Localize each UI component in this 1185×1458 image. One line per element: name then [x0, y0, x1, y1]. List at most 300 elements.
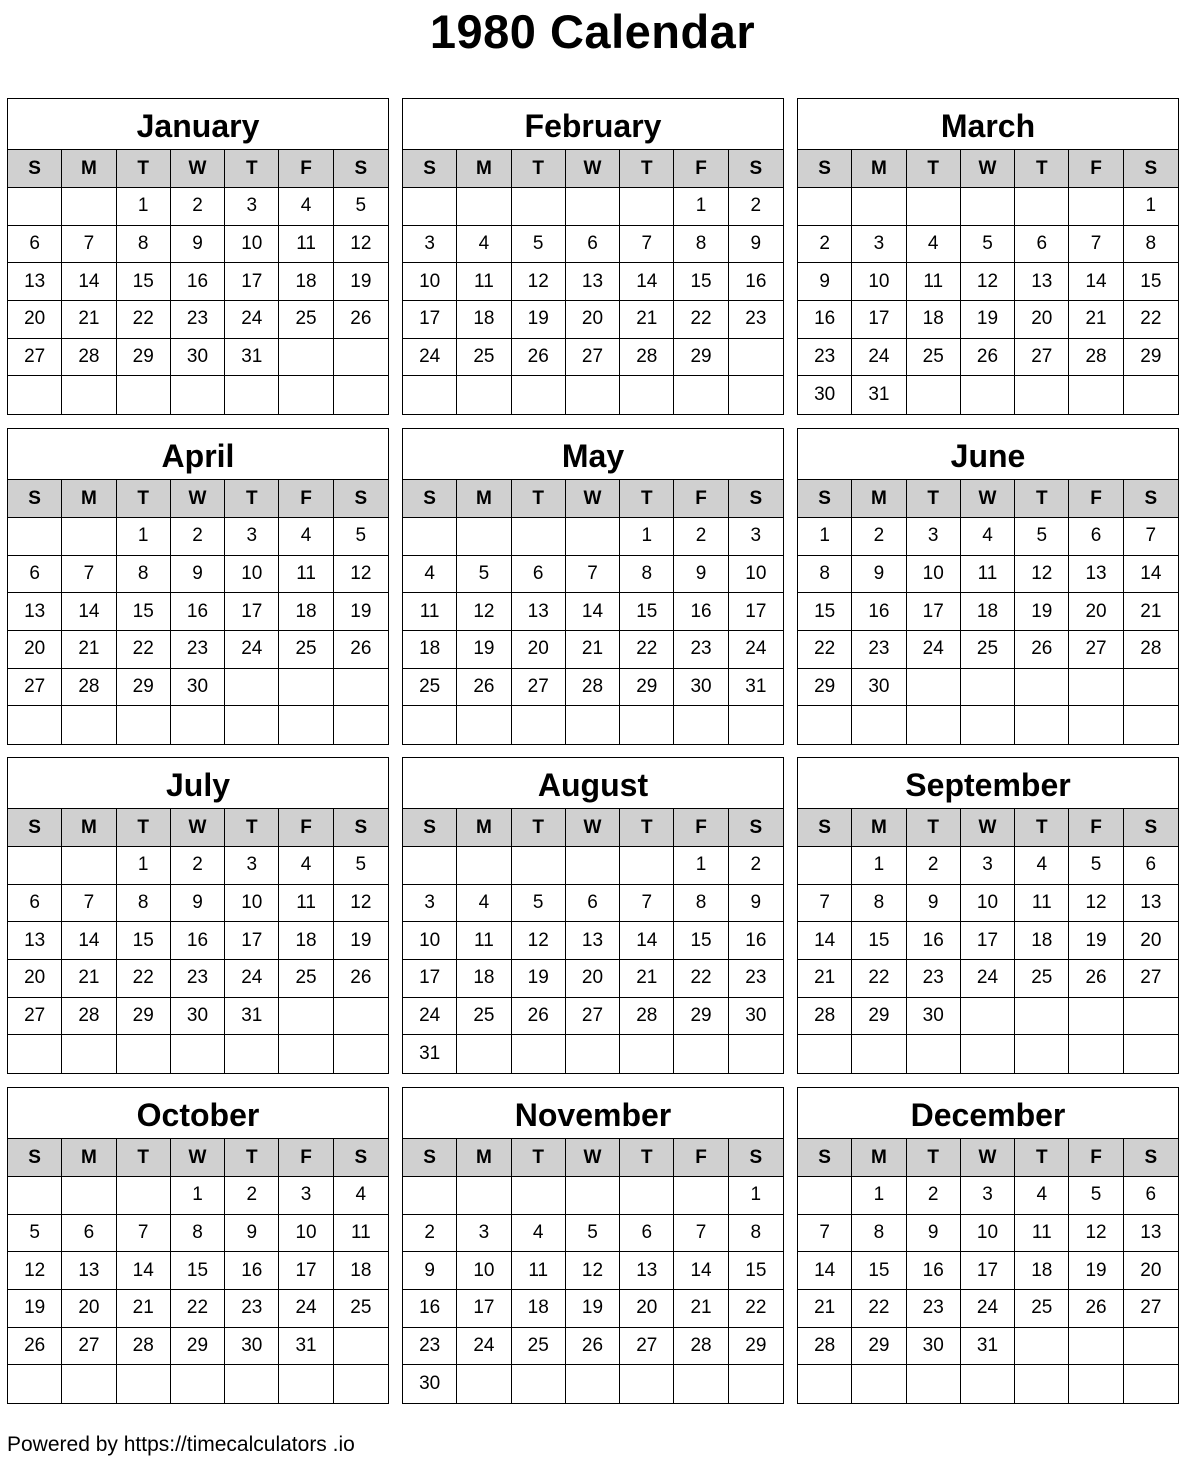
day-cell: 6 — [1015, 226, 1069, 264]
empty-cell — [907, 188, 961, 226]
day-cell: 24 — [225, 960, 279, 998]
day-cell: 18 — [403, 631, 457, 669]
weekday-header: T — [225, 480, 279, 518]
month-grid — [403, 809, 783, 1073]
day-cell: 31 — [852, 376, 906, 414]
empty-cell — [512, 376, 566, 414]
day-cell: 22 — [852, 960, 906, 998]
weekday-header: T — [512, 150, 566, 188]
empty-cell — [403, 1177, 457, 1215]
weekday-header: S — [8, 809, 62, 847]
day-cell: 12 — [1069, 1215, 1123, 1253]
empty-cell — [1069, 669, 1123, 707]
day-cell: 13 — [1069, 556, 1123, 594]
day-cell: 28 — [62, 998, 116, 1036]
day-cell: 15 — [117, 922, 171, 960]
day-cell: 14 — [674, 1252, 728, 1290]
day-cell: 25 — [961, 631, 1015, 669]
day-cell: 19 — [457, 631, 511, 669]
day-cell: 22 — [674, 301, 728, 339]
day-cell: 22 — [852, 1290, 906, 1328]
day-cell: 9 — [403, 1252, 457, 1290]
day-cell: 25 — [1015, 1290, 1069, 1328]
empty-cell — [279, 339, 333, 377]
day-cell: 7 — [1069, 226, 1123, 264]
weekday-header: S — [403, 480, 457, 518]
empty-cell — [334, 1035, 388, 1073]
weekday-header: T — [117, 809, 171, 847]
day-cell: 17 — [403, 301, 457, 339]
day-cell: 20 — [1124, 922, 1178, 960]
empty-cell — [907, 706, 961, 744]
empty-cell — [620, 847, 674, 885]
day-cell: 12 — [8, 1252, 62, 1290]
day-cell: 24 — [225, 301, 279, 339]
empty-cell — [852, 188, 906, 226]
weekday-header: W — [171, 150, 225, 188]
day-cell: 4 — [334, 1177, 388, 1215]
empty-cell — [674, 706, 728, 744]
empty-cell — [620, 1365, 674, 1403]
empty-cell — [674, 1177, 728, 1215]
empty-cell — [457, 518, 511, 556]
day-cell: 14 — [62, 593, 116, 631]
empty-cell — [566, 706, 620, 744]
weekday-header: W — [566, 150, 620, 188]
weekday-header: T — [620, 1139, 674, 1177]
month-march — [797, 98, 1179, 415]
day-cell: 7 — [620, 885, 674, 923]
day-cell: 22 — [171, 1290, 225, 1328]
day-cell: 29 — [117, 669, 171, 707]
empty-cell — [961, 376, 1015, 414]
empty-cell — [674, 1035, 728, 1073]
weekday-header: F — [674, 150, 728, 188]
day-cell: 2 — [674, 518, 728, 556]
day-cell: 7 — [566, 556, 620, 594]
empty-cell — [8, 518, 62, 556]
day-cell: 8 — [117, 885, 171, 923]
day-cell: 3 — [225, 188, 279, 226]
day-cell: 6 — [62, 1215, 116, 1253]
empty-cell — [961, 706, 1015, 744]
day-cell: 12 — [334, 885, 388, 923]
day-cell: 25 — [457, 339, 511, 377]
day-cell: 7 — [798, 885, 852, 923]
day-cell: 16 — [729, 263, 783, 301]
empty-cell — [620, 706, 674, 744]
day-cell: 5 — [334, 518, 388, 556]
day-cell: 7 — [117, 1215, 171, 1253]
day-cell: 3 — [403, 226, 457, 264]
day-cell: 16 — [171, 593, 225, 631]
day-cell: 9 — [729, 226, 783, 264]
day-cell: 26 — [512, 998, 566, 1036]
day-cell: 2 — [798, 226, 852, 264]
weekday-header: T — [620, 150, 674, 188]
day-cell: 28 — [1124, 631, 1178, 669]
empty-cell — [1015, 1365, 1069, 1403]
day-cell: 27 — [566, 998, 620, 1036]
weekday-header: F — [279, 480, 333, 518]
day-cell: 24 — [403, 339, 457, 377]
day-cell: 26 — [334, 301, 388, 339]
empty-cell — [512, 1177, 566, 1215]
month-grid — [403, 150, 783, 414]
day-cell: 22 — [1124, 301, 1178, 339]
day-cell: 4 — [907, 226, 961, 264]
empty-cell — [279, 1035, 333, 1073]
empty-cell — [566, 1035, 620, 1073]
day-cell: 1 — [852, 1177, 906, 1215]
day-cell: 30 — [225, 1328, 279, 1366]
empty-cell — [334, 339, 388, 377]
empty-cell — [117, 1035, 171, 1073]
day-cell: 21 — [62, 631, 116, 669]
empty-cell — [403, 518, 457, 556]
month-grid — [798, 480, 1178, 744]
day-cell: 8 — [852, 885, 906, 923]
month-grid — [8, 1139, 388, 1403]
day-cell: 30 — [171, 669, 225, 707]
month-november — [402, 1087, 784, 1404]
day-cell: 28 — [798, 998, 852, 1036]
empty-cell — [279, 669, 333, 707]
empty-cell — [62, 1035, 116, 1073]
day-cell: 14 — [1069, 263, 1123, 301]
day-cell: 24 — [457, 1328, 511, 1366]
weekday-header: T — [1015, 150, 1069, 188]
weekday-header: S — [403, 150, 457, 188]
month-name: December — [798, 1088, 1178, 1139]
day-cell: 15 — [1124, 263, 1178, 301]
day-cell: 10 — [457, 1252, 511, 1290]
empty-cell — [62, 376, 116, 414]
empty-cell — [403, 847, 457, 885]
day-cell: 23 — [403, 1328, 457, 1366]
day-cell: 21 — [798, 1290, 852, 1328]
weekday-header: M — [852, 150, 906, 188]
empty-cell — [907, 376, 961, 414]
day-cell: 3 — [457, 1215, 511, 1253]
day-cell: 10 — [729, 556, 783, 594]
day-cell: 2 — [225, 1177, 279, 1215]
weekday-header: T — [512, 480, 566, 518]
empty-cell — [457, 706, 511, 744]
day-cell: 24 — [907, 631, 961, 669]
day-cell: 12 — [1069, 885, 1123, 923]
empty-cell — [8, 706, 62, 744]
day-cell: 25 — [279, 960, 333, 998]
day-cell: 8 — [1124, 226, 1178, 264]
day-cell: 23 — [907, 1290, 961, 1328]
day-cell: 1 — [852, 847, 906, 885]
day-cell: 11 — [961, 556, 1015, 594]
day-cell: 11 — [457, 922, 511, 960]
empty-cell — [171, 1365, 225, 1403]
day-cell: 13 — [62, 1252, 116, 1290]
day-cell: 11 — [457, 263, 511, 301]
empty-cell — [512, 1365, 566, 1403]
day-cell: 15 — [798, 593, 852, 631]
empty-cell — [729, 1035, 783, 1073]
empty-cell — [512, 1035, 566, 1073]
day-cell: 27 — [62, 1328, 116, 1366]
weekday-header: T — [620, 480, 674, 518]
day-cell: 5 — [961, 226, 1015, 264]
weekday-header: M — [852, 480, 906, 518]
day-cell: 2 — [729, 847, 783, 885]
empty-cell — [620, 376, 674, 414]
day-cell: 21 — [674, 1290, 728, 1328]
day-cell: 12 — [512, 922, 566, 960]
day-cell: 20 — [1015, 301, 1069, 339]
weekday-header: F — [674, 1139, 728, 1177]
month-december — [797, 1087, 1179, 1404]
day-cell: 5 — [1015, 518, 1069, 556]
day-cell: 18 — [279, 922, 333, 960]
weekday-header: T — [225, 1139, 279, 1177]
day-cell: 22 — [674, 960, 728, 998]
empty-cell — [62, 518, 116, 556]
day-cell: 20 — [620, 1290, 674, 1328]
day-cell: 17 — [852, 301, 906, 339]
day-cell: 17 — [403, 960, 457, 998]
empty-cell — [566, 188, 620, 226]
weekday-header: W — [961, 1139, 1015, 1177]
empty-cell — [279, 1365, 333, 1403]
month-name: February — [403, 99, 783, 150]
page-title: 1980 Calendar — [429, 5, 756, 58]
empty-cell — [1015, 998, 1069, 1036]
weekday-header: S — [403, 809, 457, 847]
empty-cell — [1015, 706, 1069, 744]
empty-cell — [334, 1365, 388, 1403]
empty-cell — [279, 706, 333, 744]
empty-cell — [403, 706, 457, 744]
day-cell: 20 — [8, 631, 62, 669]
day-cell: 26 — [512, 339, 566, 377]
weekday-header: T — [512, 809, 566, 847]
day-cell: 9 — [907, 885, 961, 923]
day-cell: 16 — [729, 922, 783, 960]
empty-cell — [457, 847, 511, 885]
month-april — [7, 428, 389, 745]
day-cell: 24 — [729, 631, 783, 669]
day-cell: 31 — [225, 339, 279, 377]
empty-cell — [729, 1365, 783, 1403]
day-cell: 30 — [852, 669, 906, 707]
day-cell: 8 — [117, 226, 171, 264]
empty-cell — [171, 376, 225, 414]
day-cell: 5 — [334, 847, 388, 885]
day-cell: 6 — [620, 1215, 674, 1253]
empty-cell — [1124, 706, 1178, 744]
day-cell: 10 — [279, 1215, 333, 1253]
day-cell: 17 — [729, 593, 783, 631]
day-cell: 18 — [1015, 922, 1069, 960]
day-cell: 21 — [1069, 301, 1123, 339]
weekday-header: F — [1069, 809, 1123, 847]
day-cell: 28 — [620, 998, 674, 1036]
day-cell: 3 — [961, 1177, 1015, 1215]
empty-cell — [1015, 669, 1069, 707]
day-cell: 25 — [907, 339, 961, 377]
weekday-header: S — [334, 480, 388, 518]
day-cell: 23 — [674, 631, 728, 669]
day-cell: 23 — [171, 960, 225, 998]
day-cell: 8 — [674, 885, 728, 923]
weekday-header: S — [798, 809, 852, 847]
month-grid — [403, 1139, 783, 1403]
empty-cell — [852, 1035, 906, 1073]
empty-cell — [117, 1365, 171, 1403]
empty-cell — [1069, 1365, 1123, 1403]
day-cell: 29 — [852, 998, 906, 1036]
day-cell: 31 — [279, 1328, 333, 1366]
weekday-header: T — [1015, 1139, 1069, 1177]
day-cell: 2 — [403, 1215, 457, 1253]
day-cell: 7 — [798, 1215, 852, 1253]
day-cell: 22 — [117, 960, 171, 998]
weekday-header: F — [279, 1139, 333, 1177]
empty-cell — [62, 1177, 116, 1215]
day-cell: 11 — [279, 885, 333, 923]
day-cell: 24 — [403, 998, 457, 1036]
day-cell: 19 — [1015, 593, 1069, 631]
day-cell: 12 — [1015, 556, 1069, 594]
weekday-header: S — [1124, 480, 1178, 518]
empty-cell — [1069, 188, 1123, 226]
day-cell: 8 — [117, 556, 171, 594]
day-cell: 29 — [674, 998, 728, 1036]
empty-cell — [117, 376, 171, 414]
day-cell: 8 — [729, 1215, 783, 1253]
day-cell: 23 — [729, 960, 783, 998]
day-cell: 4 — [457, 226, 511, 264]
day-cell: 14 — [62, 922, 116, 960]
day-cell: 7 — [62, 556, 116, 594]
weekday-header: M — [62, 1139, 116, 1177]
day-cell: 10 — [852, 263, 906, 301]
day-cell: 25 — [1015, 960, 1069, 998]
weekday-header: S — [334, 1139, 388, 1177]
month-name: September — [798, 758, 1178, 809]
empty-cell — [8, 376, 62, 414]
day-cell: 12 — [334, 556, 388, 594]
empty-cell — [1015, 376, 1069, 414]
day-cell: 23 — [798, 339, 852, 377]
day-cell: 31 — [729, 669, 783, 707]
empty-cell — [1124, 1365, 1178, 1403]
day-cell: 29 — [117, 339, 171, 377]
empty-cell — [403, 188, 457, 226]
day-cell: 20 — [8, 301, 62, 339]
empty-cell — [729, 376, 783, 414]
day-cell: 26 — [1015, 631, 1069, 669]
day-cell: 5 — [566, 1215, 620, 1253]
day-cell: 29 — [852, 1328, 906, 1366]
empty-cell — [798, 1035, 852, 1073]
weekday-header: T — [225, 150, 279, 188]
day-cell: 14 — [62, 263, 116, 301]
month-name: May — [403, 429, 783, 480]
day-cell: 27 — [1124, 1290, 1178, 1328]
day-cell: 2 — [171, 847, 225, 885]
day-cell: 17 — [457, 1290, 511, 1328]
weekday-header: W — [961, 480, 1015, 518]
day-cell: 4 — [403, 556, 457, 594]
day-cell: 15 — [674, 922, 728, 960]
empty-cell — [1124, 376, 1178, 414]
weekday-header: W — [961, 809, 1015, 847]
day-cell: 6 — [1069, 518, 1123, 556]
empty-cell — [334, 706, 388, 744]
empty-cell — [171, 1035, 225, 1073]
month-september — [797, 757, 1179, 1074]
day-cell: 6 — [566, 885, 620, 923]
empty-cell — [798, 1177, 852, 1215]
empty-cell — [852, 706, 906, 744]
day-cell: 16 — [171, 922, 225, 960]
day-cell: 20 — [62, 1290, 116, 1328]
empty-cell — [457, 1177, 511, 1215]
day-cell: 15 — [620, 593, 674, 631]
day-cell: 20 — [566, 960, 620, 998]
empty-cell — [225, 1035, 279, 1073]
day-cell: 9 — [674, 556, 728, 594]
empty-cell — [798, 188, 852, 226]
day-cell: 5 — [1069, 847, 1123, 885]
day-cell: 9 — [798, 263, 852, 301]
empty-cell — [457, 1365, 511, 1403]
day-cell: 26 — [961, 339, 1015, 377]
footer-credit: Powered by https://timecalculators .io — [7, 1433, 355, 1456]
day-cell: 12 — [566, 1252, 620, 1290]
day-cell: 26 — [1069, 960, 1123, 998]
day-cell: 13 — [8, 922, 62, 960]
weekday-header: S — [798, 150, 852, 188]
day-cell: 25 — [279, 301, 333, 339]
day-cell: 4 — [961, 518, 1015, 556]
day-cell: 18 — [457, 301, 511, 339]
day-cell: 8 — [674, 226, 728, 264]
day-cell: 16 — [225, 1252, 279, 1290]
empty-cell — [1069, 706, 1123, 744]
day-cell: 19 — [566, 1290, 620, 1328]
day-cell: 18 — [1015, 1252, 1069, 1290]
day-cell: 28 — [566, 669, 620, 707]
day-cell: 22 — [798, 631, 852, 669]
day-cell: 4 — [1015, 847, 1069, 885]
day-cell: 28 — [620, 339, 674, 377]
month-name: June — [798, 429, 1178, 480]
month-may — [402, 428, 784, 745]
empty-cell — [334, 376, 388, 414]
empty-cell — [225, 706, 279, 744]
day-cell: 13 — [620, 1252, 674, 1290]
day-cell: 12 — [334, 226, 388, 264]
empty-cell — [961, 1365, 1015, 1403]
empty-cell — [171, 706, 225, 744]
month-name: August — [403, 758, 783, 809]
day-cell: 22 — [117, 301, 171, 339]
day-cell: 15 — [852, 922, 906, 960]
day-cell: 15 — [729, 1252, 783, 1290]
day-cell: 2 — [171, 188, 225, 226]
day-cell: 11 — [1015, 1215, 1069, 1253]
day-cell: 16 — [907, 1252, 961, 1290]
